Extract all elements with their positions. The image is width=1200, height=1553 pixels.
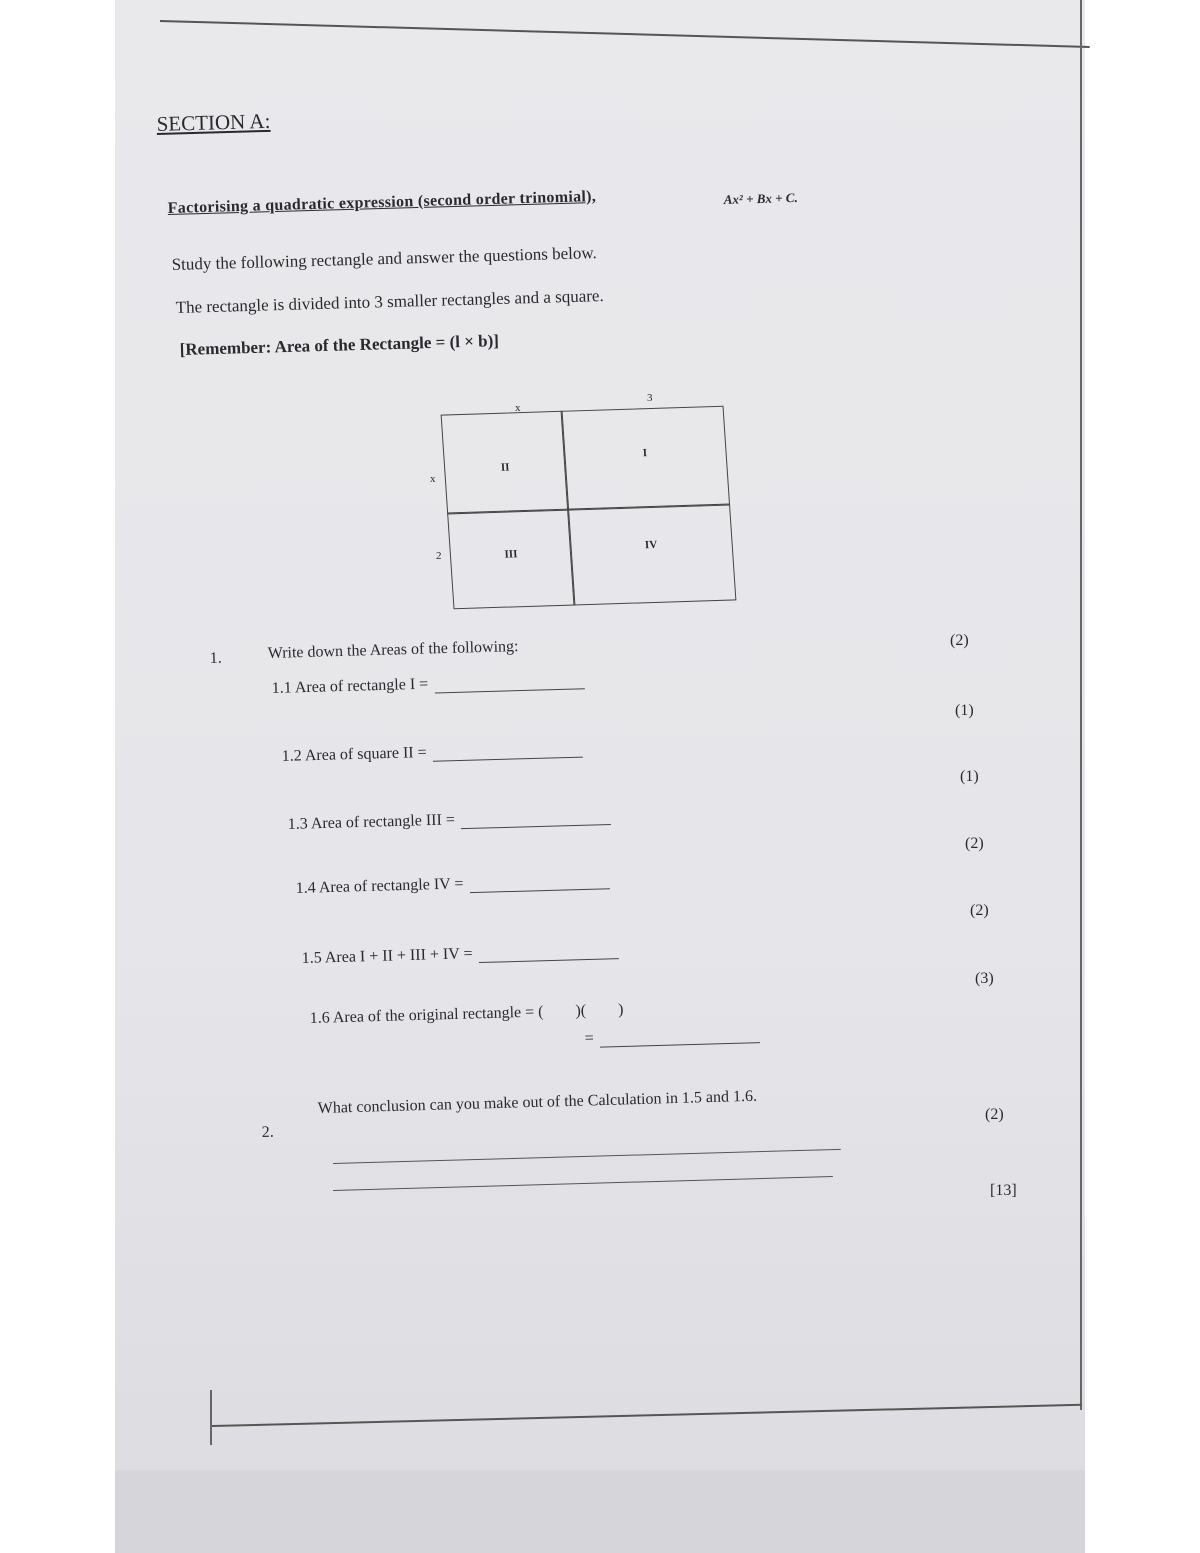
diagram-label-top: 3 <box>647 392 653 404</box>
question-number: 2. <box>261 1123 274 1142</box>
diagram-label-side: 2 <box>436 550 442 562</box>
marks: (2) <box>950 632 969 649</box>
equals-sign: = <box>584 1029 594 1048</box>
cell-label: IV <box>644 538 658 552</box>
intro-line: The rectangle is divided into 3 smaller rectangles and a square. <box>175 286 604 318</box>
total-marks: [13] <box>990 1182 1017 1199</box>
marks: (3) <box>975 970 994 987</box>
diagram-label-top: x <box>515 402 521 414</box>
question-number: 1. <box>209 649 222 668</box>
diagram-label-side: x <box>430 473 436 485</box>
worksheet-page <box>115 0 1085 1553</box>
marks: (1) <box>960 768 979 785</box>
expression: Ax² + Bx + C. <box>723 189 798 208</box>
marks: (1) <box>955 702 974 719</box>
cell-ii <box>441 411 570 515</box>
cell-iii <box>447 509 575 610</box>
question-label: 1.1 Area of rectangle I = <box>271 675 429 698</box>
question-prompt: What conclusion can you make out of the Calculation in 1.5 and 1.6. <box>317 1087 758 1118</box>
question-label: 1.2 Area of square II = <box>281 743 427 766</box>
section-title: SECTION A: <box>156 108 271 137</box>
frame-border-right <box>1080 0 1082 1410</box>
frame-border-left <box>210 1390 212 1445</box>
cell-label: II <box>500 461 510 474</box>
area-diagram <box>441 406 737 610</box>
marks: (2) <box>985 1106 1004 1123</box>
question-prompt: Write down the Areas of the following: <box>267 638 519 663</box>
question-label: 1.5 Area I + II + III + IV = <box>301 945 473 968</box>
sub-question-1-6: 1.6 Area of the original rectangle = ( )( ) <box>309 1001 624 1028</box>
marks: (2) <box>970 902 989 919</box>
cell-label: I <box>642 447 648 460</box>
topic-title: Factorising a quadratic expression (second order trinomial), <box>167 188 597 218</box>
background <box>0 0 115 1553</box>
question-label: 1.3 Area of rectangle III = <box>287 811 456 834</box>
cell-label: III <box>504 548 518 561</box>
marks: (2) <box>965 835 984 852</box>
intro-line: Study the following rectangle and answer the questions below. <box>171 243 598 275</box>
remember-note: [Remember: Area of the Rectangle = (l × b)] <box>179 331 500 360</box>
cell-iv <box>567 504 736 606</box>
cell-i <box>561 406 731 511</box>
underlying-page <box>115 1470 1085 1553</box>
question-label: 1.4 Area of rectangle IV = <box>295 875 464 898</box>
